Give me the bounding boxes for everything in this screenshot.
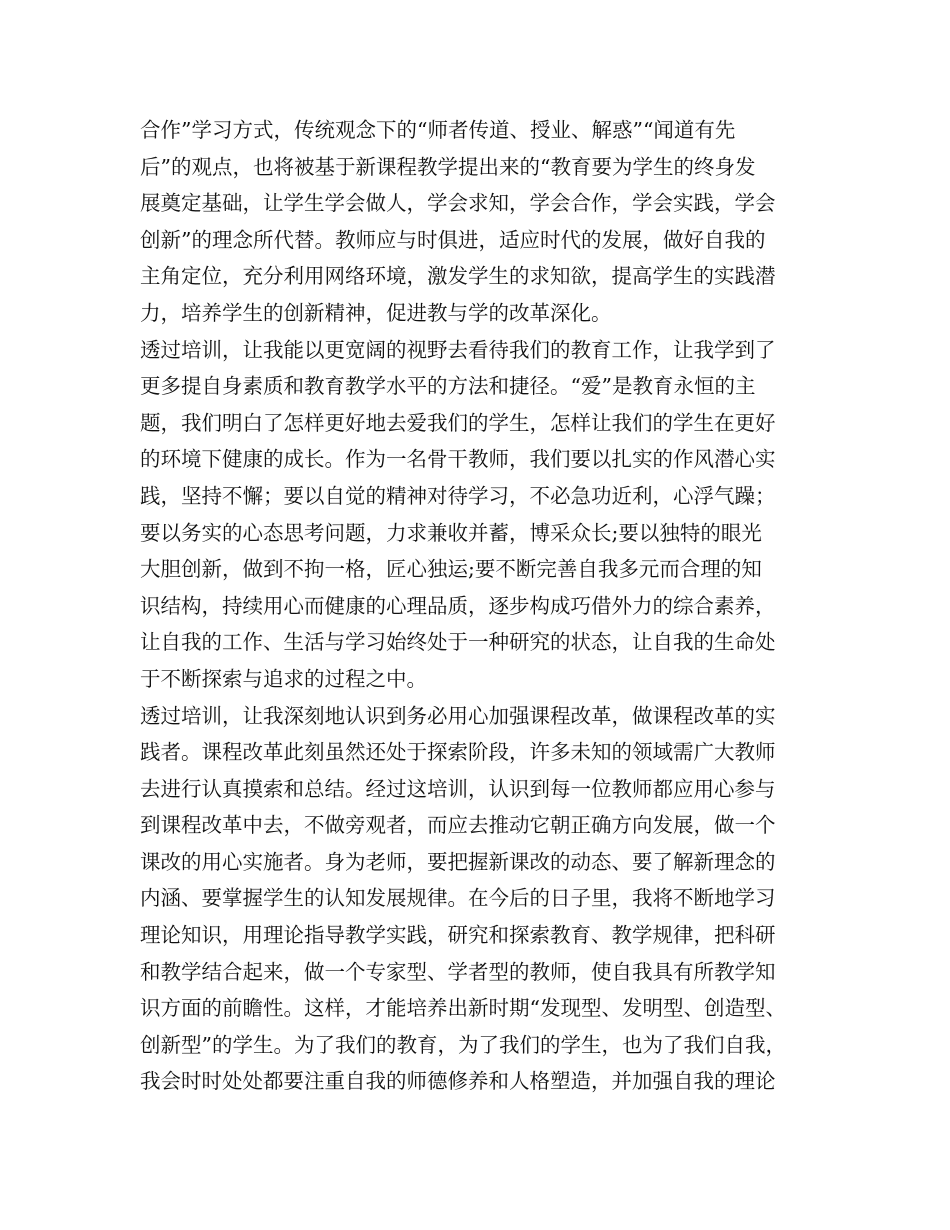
text-line: 课改的用心实施者。身为老师，要把握新课改的动态、要了解新理念的 — [140, 849, 776, 874]
text-line: 大胆创新，做到不拘一格，匠心独运;要不断完善自我多元而合理的知 — [140, 557, 762, 582]
text-line: 透过培训，让我深刻地认识到务必用心加强课程改革，做课程改革的实 — [140, 703, 776, 728]
text-line: 合作”学习方式，传统观念下的“师者传道、授业、解惑”“闻道有先 — [140, 118, 736, 142]
text-line: 展奠定基础，让学生学会做人，学会求知，学会合作，学会实践，学会 — [140, 191, 776, 216]
text-line: 内涵、要掌握学生的认知发展规律。在今后的日子里，我将不断地学习 — [140, 886, 776, 911]
text-line: 我会时时处处都要注重自我的师德修养和人格塑造，并加强自我的理论 — [140, 1069, 776, 1094]
text-line: 和教学结合起来，做一个专家型、学者型的教师，使自我具有所教学知 — [140, 959, 776, 984]
text-line: 识方面的前瞻性。这样，才能培养出新时期“发现型、发明型、创造型、 — [140, 996, 786, 1021]
text-line: 于不断探索与追求的过程之中。 — [140, 666, 427, 691]
text-line: 创新型”的学生。为了我们的教育，为了我们的学生，也为了我们自我， — [140, 1032, 786, 1057]
text-line: 透过培训，让我能以更宽阔的视野去看待我们的教育工作，让我学到了 — [140, 337, 776, 362]
text-line: 更多提自身素质和教育教学水平的方法和捷径。“爱”是教育永恒的主 — [140, 374, 756, 399]
text-line: 理论知识，用理论指导教学实践，研究和探索教育、教学规律，把科研 — [140, 923, 776, 948]
text-line: 践，坚持不懈；要以自觉的精神对待学习，不必急功近利，心浮气躁； — [140, 483, 776, 508]
text-line: 践者。课程改革此刻虽然还处于探索阶段，许多未知的领域需广大教师 — [140, 740, 776, 765]
text-line: 去进行认真摸索和总结。经过这培训，认识到每一位教师都应用心参与 — [140, 776, 776, 801]
text-line: 的环境下健康的成长。作为一名骨干教师，我们要以扎实的作风潜心实 — [140, 447, 776, 472]
text-line: 力，培养学生的创新精神，促进教与学的改革深化。 — [140, 300, 612, 325]
text-line: 让自我的工作、生活与学习始终处于一种研究的状态，让自我的生命处 — [140, 630, 776, 655]
body-text — [140, 112, 820, 1100]
text-line: 识结构，持续用心而健康的心理品质，逐步构成巧借外力的综合素养， — [140, 593, 776, 618]
text-line: 题，我们明白了怎样更好地去爱我们的学生，怎样让我们的学生在更好 — [140, 410, 776, 435]
text-line: 要以务实的心态思考问题，力求兼收并蓄，博采众长;要以独特的眼光 — [140, 520, 762, 545]
text-line: 主角定位，充分利用网络环境，激发学生的求知欲，提高学生的实践潜 — [140, 264, 776, 289]
text-line: 创新”的理念所代替。教师应与时俱进，适应时代的发展，做好自我的 — [140, 227, 766, 252]
text-line: 到课程改革中去，不做旁观者，而应去推动它朝正确方向发展，做一个 — [140, 813, 776, 838]
text-line: 后”的观点，也将被基于新课程教学提出来的“教育要为学生的终身发 — [140, 154, 756, 179]
